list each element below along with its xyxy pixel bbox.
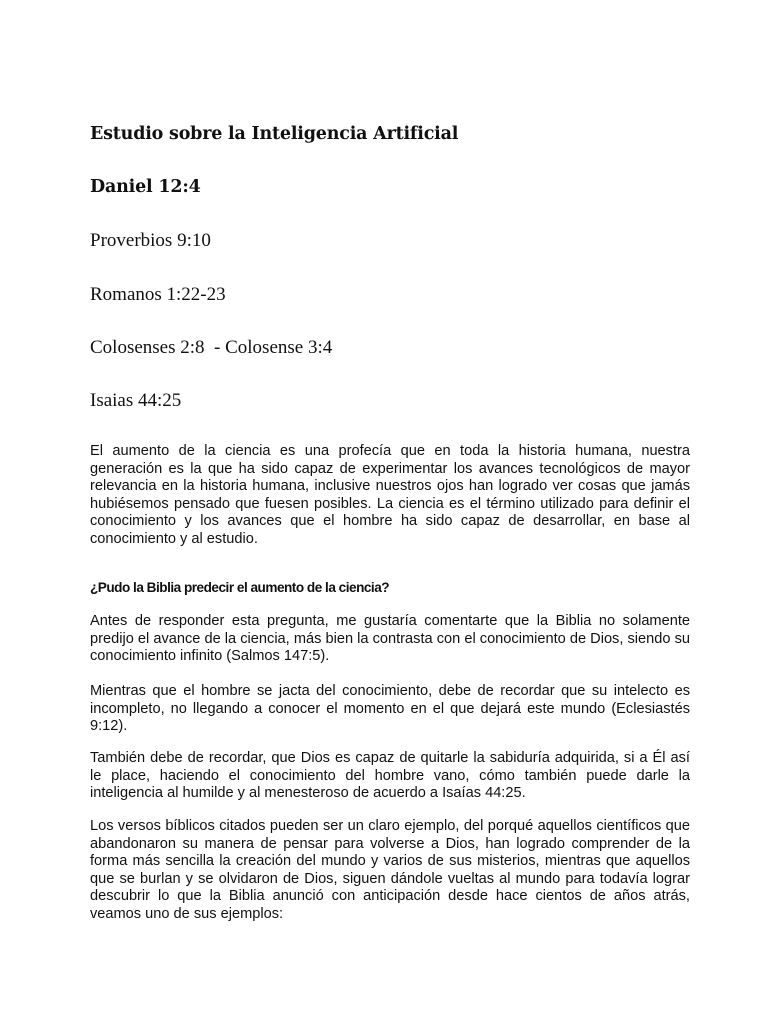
section-heading: ¿Pudo la Biblia predecir el aumento de la ciencia? (90, 580, 390, 595)
document-title: Estudio sobre la Inteligencia Artificial (90, 124, 459, 144)
reference-isaias: Isaias 44:25 (90, 390, 182, 411)
intro-paragraph: El aumento de la ciencia es una profecía que en toda la historia humana, nuestra generación es la que ha sido capaz de experimentar los avances tecnológicos de mayor relevancia en la historia humana, inclusive nuestros ojos han logrado ver cosas que jamás hubiésemos pensado que fuesen posibles. La ciencia es el término utilizado para definir el conocimiento y los avances que el hombre ha sido capaz de desarrollar, en base al conocimiento y al estudio. (90, 443, 690, 547)
reference-proverbios: Proverbios 9:10 (90, 230, 211, 251)
paragraph-1: Antes de responder esta pregunta, me gustaría comentarte que la Biblia no solamente predijo el avance de la ciencia, más bien la contrasta con el conocimiento de Dios, siendo su conocimiento infinito (Salmos 147:5). (90, 613, 690, 665)
main-reference: Daniel 12:4 (90, 177, 201, 197)
reference-colosenses: Colosenses 2:8 - Colosense 3:4 (90, 337, 333, 358)
paragraph-3: También debe de recordar, que Dios es capaz de quitarle la sabiduría adquirida, si a Él así le place, haciendo el conocimiento del hombre vano, cómo también puede darle la inteligencia al humilde y al menesteroso de acuerdo a Isaías 44:25. (90, 750, 690, 802)
paragraph-2: Mientras que el hombre se jacta del conocimiento, debe de recordar que su intelecto es incompleto, no llegando a conocer el momento en el que dejará este mundo (Eclesiastés 9:12). (90, 683, 690, 735)
paragraph-4: Los versos bíblicos citados pueden ser un claro ejemplo, del porqué aquellos científicos que abandonaron su manera de pensar para volverse a Dios, han logrado comprender de la forma más sencilla la creación del mundo y varios de sus misterios, mientras que aquellos que se burlan y se olvidaron de Dios, siguen dándole vueltas al mundo para todavía lograr descubrir lo que la Biblia anunció con anticipación desde hace cientos de años atrás, veamos uno de sus ejemplos: (90, 818, 690, 922)
reference-romanos: Romanos 1:22-23 (90, 284, 226, 305)
